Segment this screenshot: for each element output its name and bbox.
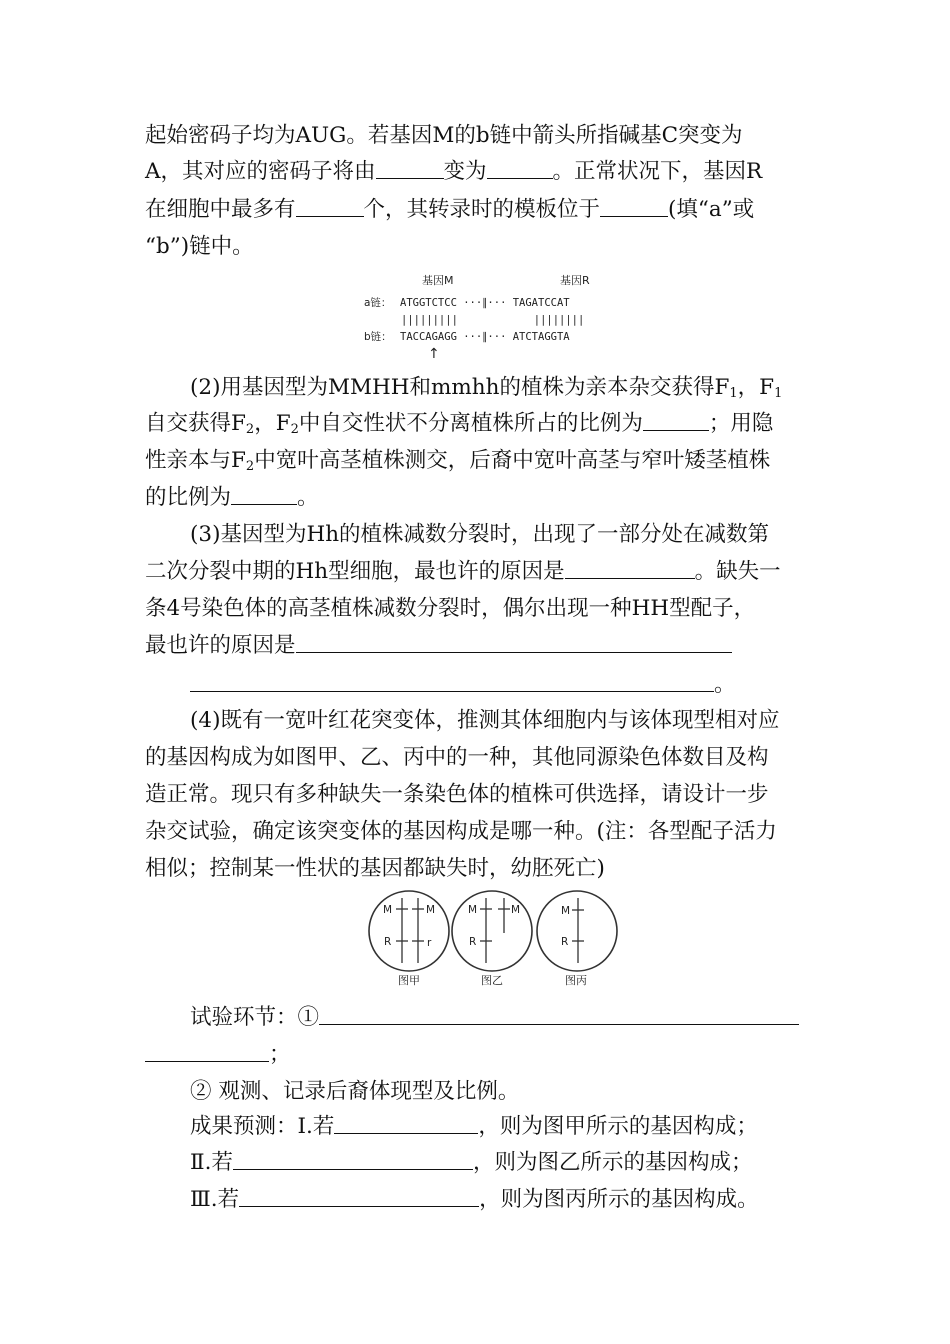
yi-gene-m1: M [468, 904, 478, 916]
q4-line5: 相似；控制某一性状的基因都缺失时，幼胚死亡) [145, 856, 605, 881]
jia-gene-m2: M [426, 904, 436, 916]
base-pair-bonds: ||||||||| |||||||| [401, 314, 585, 326]
caption-yi: 图乙 [481, 974, 503, 987]
answer-blank[interactable] [487, 158, 553, 179]
answer-blank[interactable] [296, 632, 732, 653]
dna-sequence-figure [360, 270, 640, 365]
yi-gene-r: R [469, 936, 477, 948]
q3-line1: (3)基因型为Hh的植株减数分裂时，出现了一部分处在减数第 [190, 522, 770, 547]
gene-m-label: 基因M [422, 274, 454, 287]
q1-line3: 在细胞中最多有 个，其转录时的模板位于 (填“a”或 [145, 197, 755, 222]
prediction-1: 成果预测：Ⅰ.若 ，则为图甲所示的基因构成； [190, 1114, 758, 1139]
answer-blank[interactable] [376, 158, 444, 179]
q3-line4: 最也许的原因是 [145, 631, 732, 661]
chromosome-cells-figure [368, 888, 628, 992]
b-chain-label: b链： [364, 331, 392, 343]
q4-line3: 造正常。现只有多种缺失一条染色体的植株可供选择，请设计一步 [145, 782, 769, 807]
jia-gene-r-lower: r [427, 937, 432, 949]
q1-line1: 起始密码子均为AUG。若基因M的b链中箭头所指碱基C突变为 [145, 123, 743, 148]
q4-line2: 的基因构成为如图甲、乙、丙中的一种，其他同源染色体数目及构 [145, 745, 769, 770]
answer-blank[interactable] [319, 1004, 799, 1025]
mutation-arrow-icon: ↑ [428, 346, 440, 362]
prediction-2: Ⅱ.若 ，则为图乙所示的基因构成； [190, 1150, 753, 1175]
answer-blank[interactable] [643, 410, 709, 431]
experiment-step2: ② 观测、记录后裔体现型及比例。 [190, 1079, 520, 1104]
cell-bing-circle [537, 891, 617, 971]
q4-line4: 杂交试验，确定该突变体的基因构成是哪一种。(注：各型配子活力 [145, 819, 777, 844]
caption-bing: 图丙 [565, 974, 587, 987]
answer-blank[interactable] [233, 1149, 473, 1170]
q1-line4: “b”)链中。 [145, 234, 254, 259]
answer-blank[interactable] [190, 671, 714, 692]
answer-blank[interactable] [145, 1041, 269, 1062]
q2-line3: 性亲本与$F_2$中宽叶高茎植株测交，后裔中宽叶高茎与窄叶矮茎植株 [145, 448, 771, 474]
yi-gene-m2: M [511, 904, 521, 916]
jia-gene-m1: M [383, 904, 393, 916]
prediction-3: Ⅲ.若 ，则为图丙所示的基因构成。 [190, 1187, 759, 1212]
cell-yi-circle [452, 891, 532, 971]
b-chain-sequence: TACCAGAGG ···∥··· ATCTAGGTA [400, 331, 570, 343]
cell-jia-circle [369, 891, 449, 971]
q2-line1: (2)用基因型为MMHH和mmhh的植株为亲本杂交获得$F_1$，$F_1$ [190, 375, 783, 401]
answer-blank[interactable] [231, 484, 297, 505]
gene-r-label: 基因R [560, 274, 590, 287]
a-chain-label: a链： [364, 297, 392, 309]
q3-line5: 。 [190, 670, 736, 700]
q3-line3: 条4号染色体的高茎植株减数分裂时，偶尔出现一种HH型配子， [145, 596, 756, 621]
answer-blank[interactable] [600, 196, 668, 217]
q4-line1: (4)既有一宽叶红花突变体，推测其体细胞内与该体现型相对应 [190, 708, 780, 733]
experiment-step1-cont: ； [145, 1040, 291, 1070]
q1-line2: A，其对应的密码子将由 变为 。正常状况下，基因R [145, 159, 763, 184]
q2-line2: 自交获得$F_2$，$F_2$中自交性状不分离植株所占的比例为 ；用隐 [145, 411, 774, 437]
caption-jia: 图甲 [398, 974, 420, 987]
answer-blank[interactable] [334, 1113, 478, 1134]
bing-gene-m: M [561, 905, 571, 917]
jia-gene-r: R [384, 936, 392, 948]
q3-line2: 二次分裂中期的Hh型细胞，最也许的原因是 。缺失一 [145, 559, 781, 584]
q2-line4: 的比例为 。 [145, 485, 319, 510]
experiment-step1: 试验环节：① [190, 1003, 799, 1033]
answer-blank[interactable] [565, 558, 695, 579]
bing-gene-r: R [561, 936, 569, 948]
answer-blank[interactable] [296, 196, 364, 217]
answer-blank[interactable] [239, 1186, 479, 1207]
a-chain-sequence: ATGGTCTCC ···∥··· TAGATCCAT [400, 297, 570, 309]
